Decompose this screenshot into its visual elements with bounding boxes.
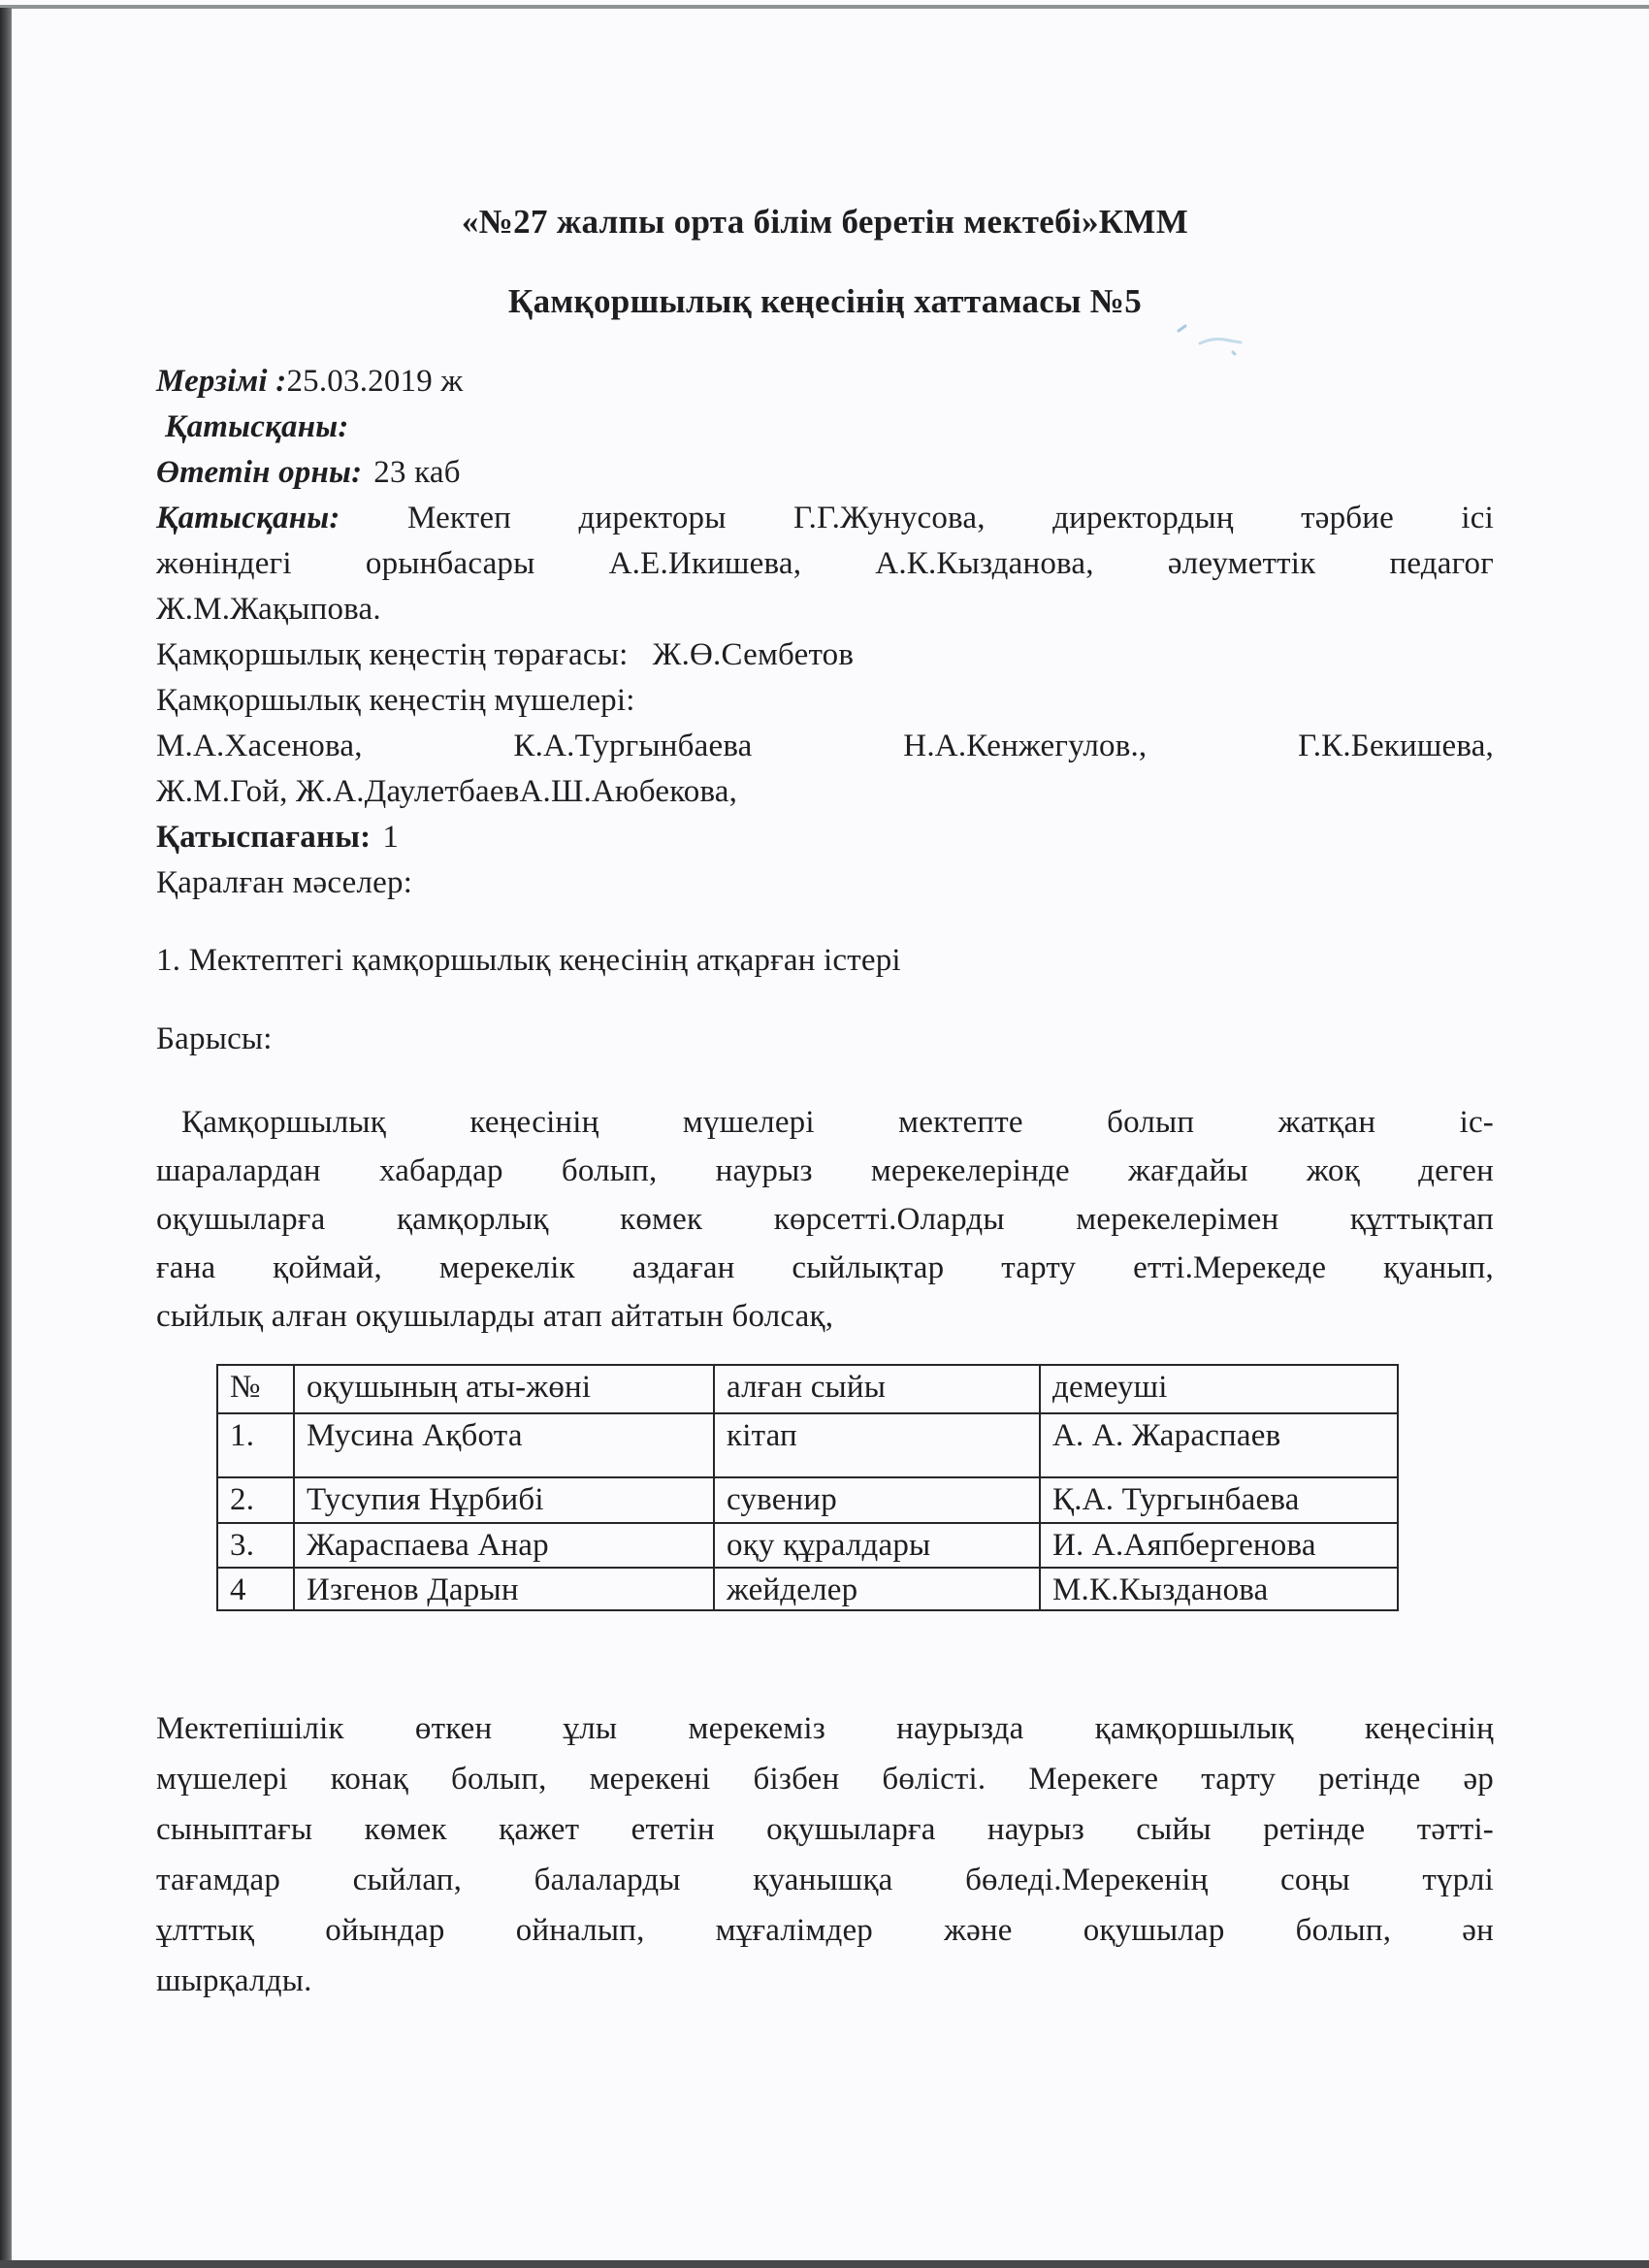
table-cell: Қ.А. Тургынбаева	[1040, 1477, 1398, 1523]
paragraph-line: Қамқоршылық кеңесінің мүшелері мектепте болып жатқан іс-	[181, 1105, 1494, 1140]
table-cell: М.К.Кызданова	[1040, 1568, 1398, 1610]
date-line	[156, 359, 1494, 405]
column-header: №	[217, 1365, 294, 1413]
paragraph-line: шаралардан хабардар болып, наурыз мерекелерінде жағдайы жоқ деген	[156, 1153, 1494, 1188]
table-cell: А. А. Жараспаев	[1040, 1413, 1398, 1477]
table-cell: Жараспаева Анар	[294, 1523, 714, 1568]
date-value: 25.03.2019 ж	[286, 364, 464, 399]
attendees-header-line	[156, 405, 1494, 450]
table-cell: жейделер	[714, 1568, 1040, 1610]
paragraph-line: сыныптағы көмек қажет ететін оқушыларға наурыз сыйы ретінде тәтті-	[156, 1812, 1494, 1847]
paragraph-2	[156, 1703, 1494, 2006]
paragraph-line: тағамдар сыйлап, балаларды қуанышқа бөледі.Мерекенің соңы түрлі	[156, 1863, 1494, 1897]
paragraph-line: ұлттық ойындар ойналып, мұғалімдер және оқушылар болып, ән	[156, 1913, 1494, 1948]
table-cell: Изгенов Дарын	[294, 1568, 714, 1610]
column-header: оқушының аты-жөні	[294, 1365, 714, 1413]
column-header: демеуші	[1040, 1365, 1398, 1413]
table-cell: кітап	[714, 1413, 1040, 1477]
paragraph-line: сыйлық алған оқушыларды атап айтатын болсақ,	[156, 1299, 834, 1334]
attendees-label: Қатысқаны:	[165, 409, 349, 444]
members-line-2: Ж.М.Гой, Ж.А.ДаулетбаевА.Ш.Аюбекова,	[156, 774, 738, 809]
table-cell: 3.	[217, 1523, 294, 1568]
reviewed-label-line: Қаралған мәселер:	[156, 865, 413, 900]
table-cell: 2.	[217, 1477, 294, 1523]
table-cell: Тусупия Нұрбибі	[294, 1477, 714, 1523]
process-label: Барысы:	[156, 1021, 273, 1056]
venue-label: Өтетін орны:	[156, 455, 363, 490]
agenda-item: 1. Мектептегі қамқоршылық кеңесінің атқарған істері	[156, 943, 901, 978]
participants-line-3: Ж.М.Жақыпова.	[156, 592, 381, 627]
protocol-title: Қамқоршылық кеңесінің хаттамасы №5	[507, 282, 1143, 320]
absent-label: Қатыспағаны:	[156, 820, 372, 855]
table-row	[217, 1523, 1398, 1568]
absent-line	[156, 815, 1494, 860]
table-row	[217, 1477, 1398, 1523]
chairman-line: Қамқоршылық кеңестің төрағасы: Ж.Ө.Сембетов	[156, 637, 855, 672]
venue-line	[156, 450, 1494, 496]
paragraph-line: оқушыларға қамқорлық көмек көрсетті.Оларды мерекелерімен құттықтап	[156, 1202, 1494, 1237]
meta-block	[156, 359, 1494, 906]
participants-label: Қатысқаны:	[156, 501, 340, 535]
venue-value: 23 каб	[373, 455, 461, 490]
participants-line-2: жөніндегі орынбасары А.Е.Икишева, А.К.Кызданова, әлеуметтік педагог	[156, 546, 1494, 581]
gift-table	[216, 1364, 1399, 1611]
table-cell: 4	[217, 1568, 294, 1610]
participants-line-1	[156, 496, 1494, 541]
table-cell: И. А.Аяпбергенова	[1040, 1523, 1398, 1568]
absent-value: 1	[382, 820, 400, 855]
scan-edge-left	[0, 8, 12, 2268]
table-cell: оқу құралдары	[714, 1523, 1040, 1568]
table-row	[217, 1568, 1398, 1610]
table-header-row	[217, 1365, 1398, 1413]
paragraph-1	[156, 1098, 1494, 1341]
scan-edge-bottom	[0, 2260, 1649, 2268]
table-row	[217, 1413, 1398, 1477]
table-cell: 1.	[217, 1413, 294, 1477]
members-line-1: М.А.Хасенова, К.А.Тургынбаева Н.А.Кенжегулов., Г.К.Бекишева,	[156, 729, 1494, 763]
table-cell: Мусина Ақбота	[294, 1413, 714, 1477]
school-title: «№27 жалпы орта білім беретін мектебі»КММ	[461, 203, 1189, 241]
gift-table-head	[217, 1365, 1398, 1413]
paragraph-line: мүшелері конақ болып, мерекені бізбен бөлісті. Мерекеге тарту ретінде әр	[156, 1762, 1494, 1797]
paragraph-line: ғана қоймай, мерекелік аздаған сыйлықтар тарту етті.Мерекеде қуанып,	[156, 1250, 1494, 1285]
paragraph-line: Мектепішілік өткен ұлы мерекеміз наурызда қамқоршылық кеңесінің	[156, 1711, 1494, 1746]
scan-edge-top	[0, 5, 1649, 9]
paragraph-line: шырқалды.	[156, 1963, 312, 1998]
participants-text: Мектеп директоры Г.Г.Жунусова, директордың тәрбие ісі	[340, 501, 1494, 535]
members-label-line: Қамқоршылық кеңестің мүшелері:	[156, 683, 635, 718]
gift-table-body	[217, 1413, 1398, 1610]
table-cell: сувенир	[714, 1477, 1040, 1523]
column-header: алған сыйы	[714, 1365, 1040, 1413]
date-label: Мерзімі :	[156, 364, 287, 399]
